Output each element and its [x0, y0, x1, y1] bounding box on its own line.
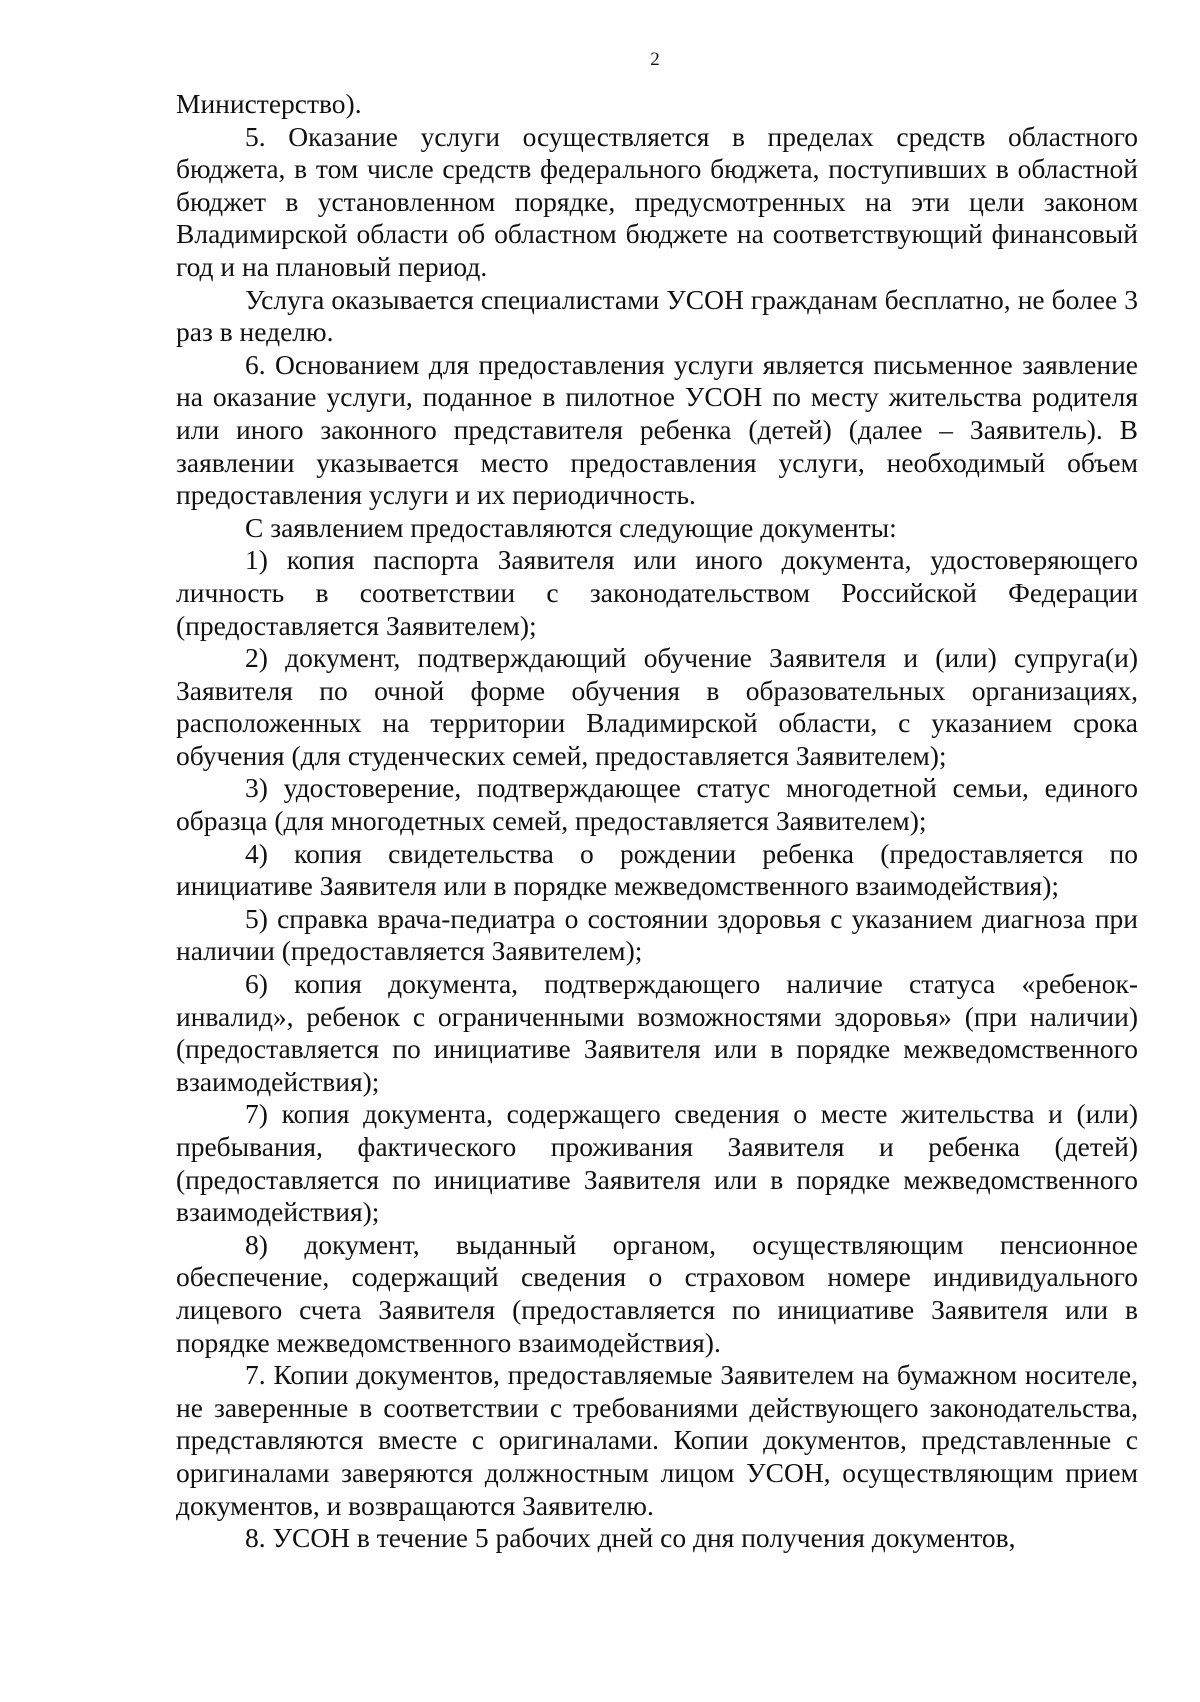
page-number: 2 [650, 49, 660, 70]
paragraph-service-free: Услуга оказывается специалистами УСОН гражданам бесплатно, не более 3 раз в неделю. [176, 283, 1138, 348]
list-item-2: 2) документ, подтверждающий обучение Заявителя и (или) супруга(и) Заявителя по очной форме обучения в образовательных организациях, расположенных на территории Владимирской области, с указанием срока обучения (для студенческих семей, предоставляется Заявителем); [176, 642, 1138, 771]
list-item-3: 3) удостоверение, подтверждающее статус многодетной семьи, единого образца (для многодетных семей, предоставляется Заявителем); [176, 772, 1138, 837]
list-item-4: 4) копия свидетельства о рождении ребенка (предоставляется по инициативе Заявителя или в порядке межведомственного взаимодействия); [176, 837, 1138, 902]
paragraph-clause-5: 5. Оказание услуги осуществляется в пределах средств областного бюджета, в том числе средств федерального бюджета, поступивших в областной бюджет в установленном порядке, предусмотренных на эти цели законом Владимирской области об областном бюджете на соответствующий финансовый год и на плановый период. [176, 120, 1138, 282]
paragraph-clause-6: 6. Основанием для предоставления услуги является письменное заявление на оказание услуги, поданное в пилотное УСОН по месту жительства родителя или иного законного представителя ребенка (детей) (далее – Заявитель). В заявлении указывается место предоставления услуги, необходимый объем предоставления услуги и их периодичность. [176, 348, 1138, 511]
list-item-5: 5) справка врача-педиатра о состоянии здоровья с указанием диагноза при наличии (предоставляется Заявителем); [176, 902, 1138, 967]
list-item-7: 7) копия документа, содержащего сведения о месте жительства и (или) пребывания, фактического проживания Заявителя и ребенка (детей) (предоставляется по инициативе Заявителя или в порядке межведомственного взаимодействия); [176, 1098, 1138, 1228]
list-item-1: 1) копия паспорта Заявителя или иного документа, удостоверяющего личность в соответствии с законодательством Российской Федерации (предоставляется Заявителем); [176, 544, 1138, 641]
list-item-8: 8) документ, выданный органом, осуществляющим пенсионное обеспечение, содержащий сведения о страховом номере индивидуального лицевого счета Заявителя (предоставляется по инициативе Заявителя или в порядке межведомственного взаимодействия). [176, 1228, 1138, 1358]
paragraph-continuation: Министерство). [176, 88, 362, 119]
paragraph-clause-8: 8. УСОН в течение 5 рабочих дней со дня получения документов, [245, 1522, 1016, 1554]
document-body [176, 88, 1138, 1555]
paragraph-clause-7: 7. Копии документов, предоставляемые Заявителем на бумажном носителе, не заверенные в соответствии с требованиями действующего законодательства, представляются вместе с оригиналами. Копии документов, представленные с оригиналами заверяются должностным лицом УСОН, осуществляющим прием документов, и возвращаются Заявителю. [176, 1359, 1138, 1521]
list-item-6: 6) копия документа, подтверждающего наличие статуса «ребенок-инвалид», ребенок с ограниченными возможностями здоровья» (при наличии) (предоставляется по инициативе Заявителя или в порядке межведомственного взаимодействия); [176, 968, 1138, 1097]
paragraph-documents-intro: С заявлением предоставляются следующие документы: [245, 511, 897, 543]
